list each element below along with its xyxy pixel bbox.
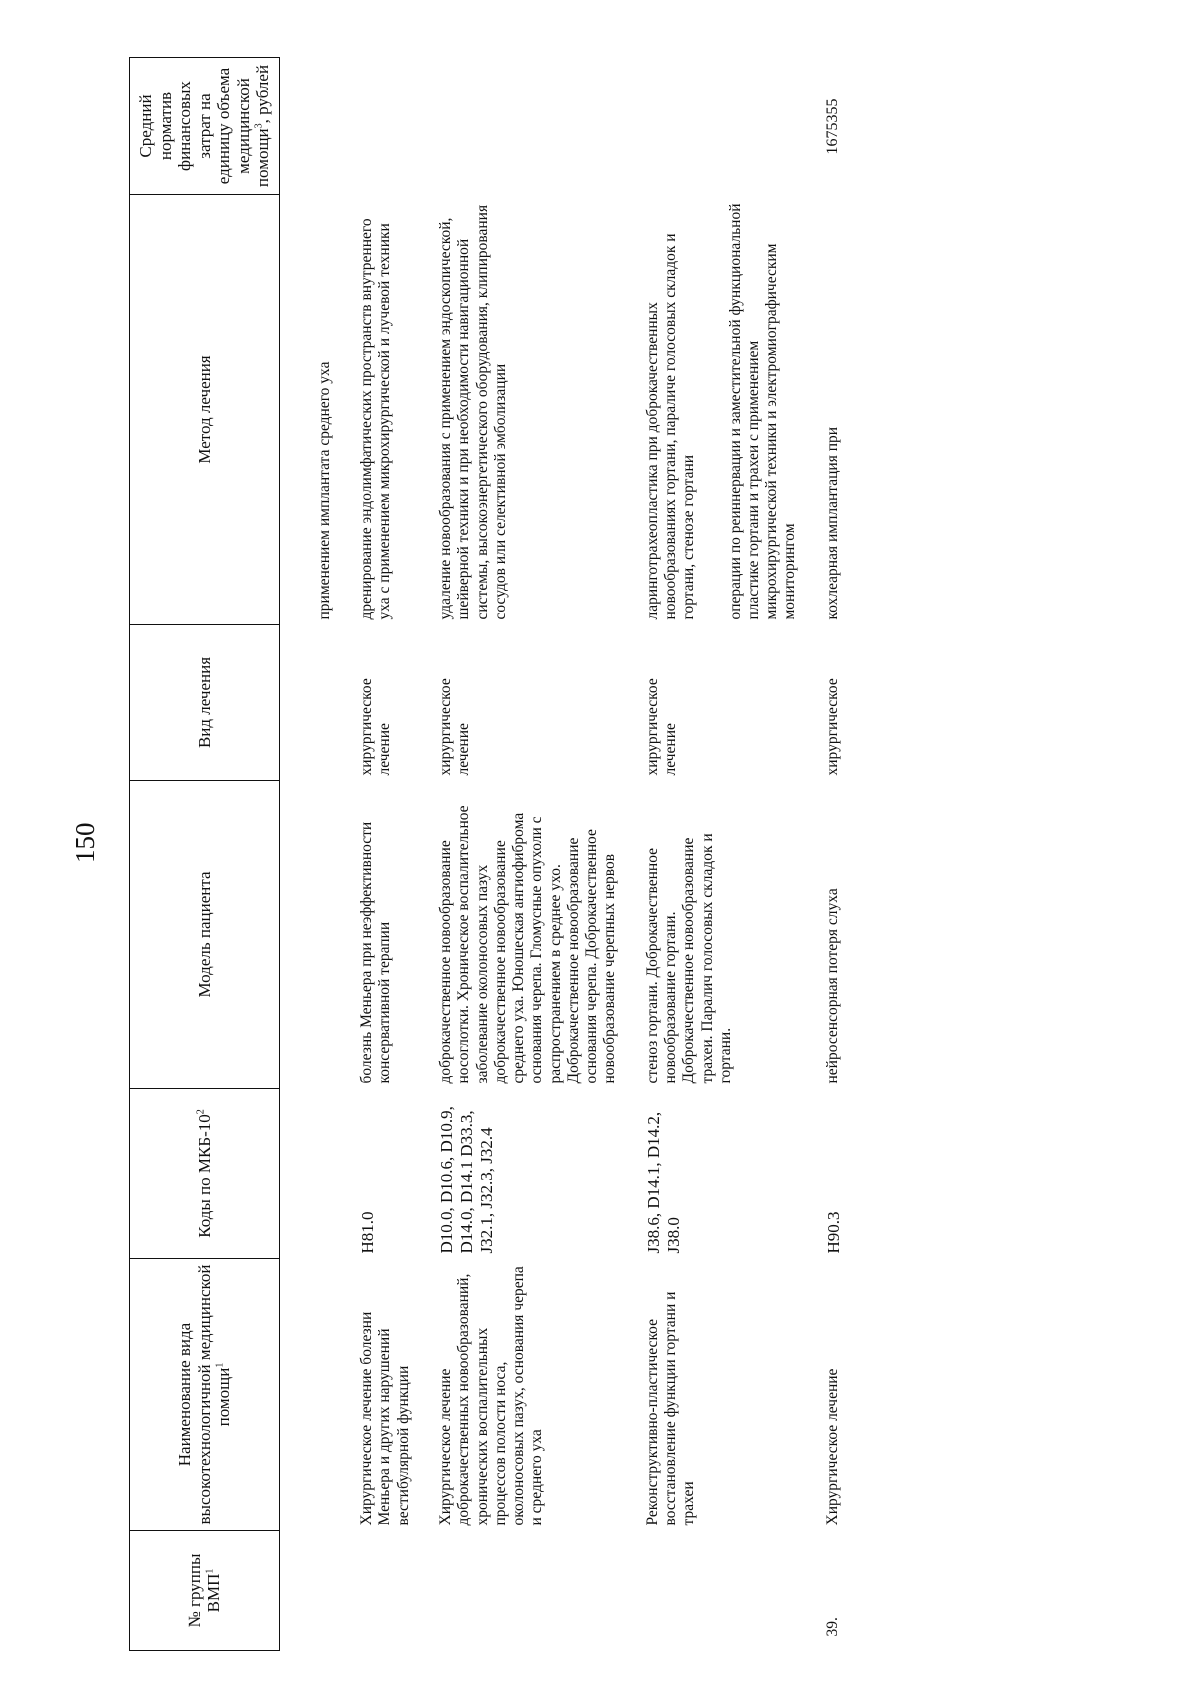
row-treatment-method	[358, 195, 437, 625]
row-treatment-method	[824, 195, 844, 625]
header-treatment-method: Метод лечения	[130, 195, 280, 625]
row-icd-codes: H81.0	[358, 1211, 378, 1254]
row-cost	[316, 58, 358, 195]
method-item: кохлеарная имплантация при	[823, 426, 841, 620]
row-number	[316, 1531, 358, 1651]
table-row	[358, 58, 437, 1651]
row-patient-model: стеноз гортани. Доброкачественное новообразование гортани. Доброкачественное новообразование трахеи. Паралич голосовых складок и гортани.	[643, 833, 734, 1084]
header-group-number: № группы ВМП$^1$	[130, 1531, 280, 1651]
table-row	[437, 58, 644, 1651]
table-body	[279, 58, 843, 1651]
row-type-name: Хирургическое лечение доброкачественных новообразований, хронических воспалительных процессов полости носа, околоносовых пазух, основания черепа и среднего уха	[436, 1266, 546, 1526]
method-item: дренирование эндолимфатических пространств внутреннего уха с применением микрохирургической и лучевой техники	[358, 218, 394, 620]
row-patient-model: доброкачественное новообразование носоглотки. Хроническое воспалительное заболевание околоносовых пазух доброкачественное новообразование среднего уха. Юношеская ангиофиброма основания черепа. Гломусные опухоли с распространением в среднее ухо. Доброкачественное новообразование основания черепа. Доброкачественное новообразование черепных нервов	[436, 805, 619, 1084]
row-icd-codes: D10.0, D10.6, D10.9, D14.0, D14.1 D33.3, J32.1, J32.3, J32.4	[436, 1106, 497, 1254]
row-cost	[358, 58, 437, 195]
row-patient-model	[316, 781, 358, 1089]
header-patient-model: Модель пациента	[130, 781, 280, 1089]
page-number: 150	[70, 822, 100, 863]
row-treatment-type: хирургическое лечение	[358, 678, 394, 776]
header-icd-codes: Коды по МКБ-$10^2$	[130, 1089, 280, 1259]
row-treatment-type	[316, 625, 358, 781]
row-number: 39.	[823, 1617, 841, 1637]
row-treatment-method	[437, 195, 644, 625]
row-cost	[644, 58, 824, 195]
row-number	[437, 1531, 644, 1651]
header-cost-norm: Средний норматив финансовых затрат на единицу объема медицинской помощи$^3$, рублей	[130, 58, 280, 195]
row-treatment-type: хирургическое лечение	[643, 678, 680, 776]
row-type-name: Реконструктивно-пластическое восстановление функции гортани и трахеи	[643, 1291, 698, 1526]
method-item: удаление новообразования с применением эндоскопической, шейверной техники и при необходимости навигационной системы, высокоэнергетического оборудования, клипирования сосудов или селективной эмболизации	[436, 204, 509, 620]
table-header	[130, 58, 280, 1651]
row-patient-model: нейросенсорная потеря слуха	[823, 888, 841, 1084]
row-type-name: Хирургическое лечение	[823, 1368, 841, 1526]
row-icd-codes	[316, 1089, 358, 1259]
row-treatment-method	[644, 195, 824, 625]
row-type-name: Хирургическое лечение болезни Меньера и других нарушений вестибулярной функции	[358, 1311, 412, 1526]
method-item: операции по реиннервации и заместительной функциональной пластике гортани и трахеи с применением микрохирургической техники и электромиографическим мониторингом	[726, 203, 799, 620]
vmp-table	[129, 57, 844, 1651]
row-number	[358, 1531, 437, 1651]
row-cost: 1675355	[823, 98, 841, 155]
table-row	[824, 58, 844, 1651]
method-item: применением имплантата среднего уха	[315, 361, 333, 620]
rotated-page-content	[129, 58, 1144, 1651]
row-icd-codes: J38.6, D14.1, D14.2, J38.0	[643, 1111, 683, 1254]
row-number	[644, 1531, 824, 1651]
row-treatment-type: хирургическое	[823, 678, 841, 776]
table-row	[316, 58, 358, 1651]
row-patient-model: болезнь Меньера при неэффективности консервативной терапии	[358, 821, 394, 1084]
row-treatment-method	[316, 195, 358, 625]
header-type-name: Наименование вида высокотехнологичной медицинской помощи$^1$	[130, 1259, 280, 1531]
table-row	[644, 58, 824, 1651]
row-type-name	[316, 1259, 358, 1531]
method-item: ларинготрахеопластика при доброкачественных новообразованиях гортани, параличе голосовых складок и гортани, стенозе гортани	[643, 233, 698, 620]
row-cost	[437, 58, 644, 195]
row-icd-codes: H90.3	[823, 1211, 843, 1254]
header-treatment-type: Вид лечения	[130, 625, 280, 781]
row-treatment-type: хирургическое лечение	[436, 678, 473, 776]
